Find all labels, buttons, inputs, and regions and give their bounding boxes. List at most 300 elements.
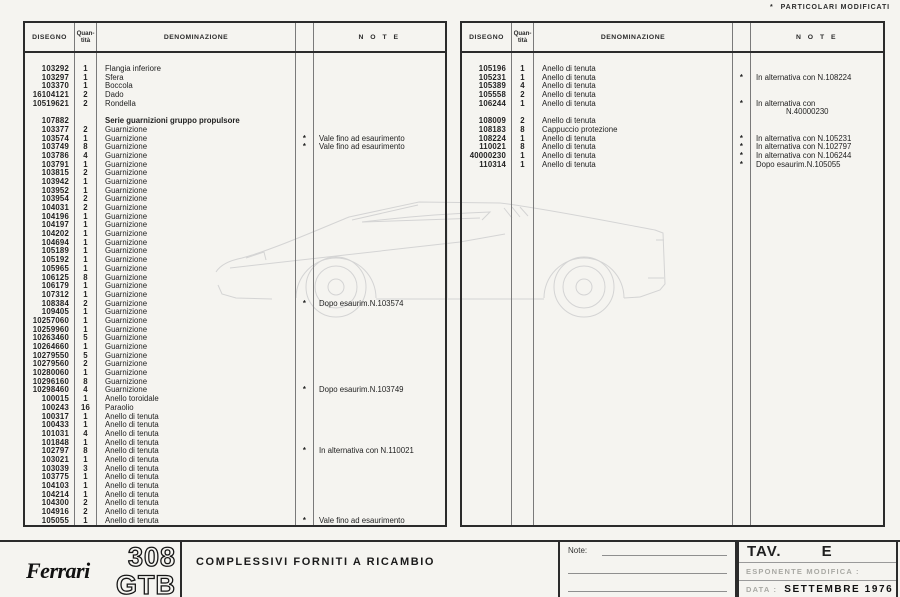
- parts-table-right: [460, 21, 885, 527]
- table-cell: 10257060: [32, 315, 69, 325]
- table-cell: 1: [83, 246, 88, 256]
- table-cell: 1: [83, 472, 88, 482]
- table-cell: In alternativa con N.108224: [756, 72, 852, 82]
- table-cell: Serie guarnizioni gruppo propulsore: [105, 116, 240, 126]
- table-cell: 10280060: [32, 368, 69, 378]
- table-cell: 105055: [41, 515, 69, 525]
- column-disegno: [462, 53, 512, 525]
- table-cell: [319, 74, 445, 83]
- model-308-text: 308: [127, 542, 176, 572]
- table-cell: Guarnizione: [105, 168, 148, 178]
- table-cell: 8: [520, 142, 525, 152]
- table-cell: 104694: [41, 237, 69, 247]
- table-cell: [319, 343, 445, 352]
- table-cell: 103775: [41, 472, 69, 482]
- table-cell: Guarnizione: [105, 159, 148, 169]
- table-cell: [319, 204, 445, 213]
- table-cell: 2: [83, 507, 88, 517]
- data-label: DATA :: [746, 584, 778, 594]
- table-cell: 8: [83, 142, 88, 152]
- table-cell: Anello di tenuta: [105, 446, 159, 456]
- modified-parts-label: PARTICOLARI MODIFICATI: [780, 4, 890, 11]
- table-cell: Anello di tenuta: [542, 159, 596, 169]
- table-cell: [319, 100, 445, 109]
- column-quantita: [512, 53, 534, 525]
- table-cell: Flangia inferiore: [105, 64, 161, 73]
- table-cell: 108009: [478, 116, 506, 126]
- table-cell: 1: [520, 133, 525, 143]
- table-cell: Sfera: [105, 72, 124, 82]
- table-cell: [319, 465, 445, 474]
- table-cell: 1: [520, 98, 525, 108]
- table-cell: [319, 421, 445, 430]
- table-cell: 1: [83, 342, 88, 351]
- table-cell: [319, 360, 445, 369]
- column-note: [314, 53, 445, 525]
- table-cell: [319, 91, 445, 100]
- table-cell: [319, 265, 445, 274]
- table-cell: 1: [83, 411, 88, 421]
- table-cell: 1: [520, 64, 525, 73]
- col-header-disegno: DISEGNO: [25, 23, 75, 51]
- table-cell: Guarnizione: [105, 185, 148, 195]
- note-blank-line: [568, 591, 727, 592]
- table-cell: Cappuccio protezione: [542, 124, 618, 134]
- column-denominazione: [97, 53, 295, 525]
- table-cell: 1: [83, 220, 88, 230]
- table-cell: 106179: [41, 281, 69, 291]
- table-cell: 10264660: [32, 342, 69, 351]
- tav-row: [739, 540, 896, 563]
- table-cell: 103574: [41, 133, 69, 143]
- table-cell: 2: [83, 359, 88, 369]
- table-cell: Guarnizione: [105, 246, 148, 256]
- esponente-row: [739, 563, 896, 581]
- table-cell: Anello di tenuta: [105, 437, 159, 447]
- table-cell: 8: [83, 376, 88, 386]
- table-cell: [319, 413, 445, 422]
- table-cell: Vale fino ad esaurimento: [319, 133, 405, 143]
- table-cell: 8: [83, 446, 88, 456]
- quantita-line2: tità: [517, 37, 528, 44]
- table-cell: [319, 308, 445, 317]
- table-cell: [319, 239, 445, 248]
- table-cell: Anello di tenuta: [542, 72, 596, 82]
- table-cell: Guarnizione: [105, 376, 148, 386]
- table-cell: 2: [83, 90, 88, 100]
- table-cell: 1: [83, 176, 88, 186]
- table-cell: 103942: [41, 176, 69, 186]
- data-value: SETTEMBRE 1976: [784, 583, 894, 595]
- table-cell: Anello di tenuta: [542, 64, 596, 73]
- table-cell: [319, 352, 445, 361]
- table-cell: 2: [83, 203, 88, 212]
- table-cell: In alternativa con N.106244: [756, 150, 852, 160]
- table-cell: Vale fino ad esaurimento: [319, 142, 405, 152]
- table-cell: 10279550: [32, 350, 69, 360]
- table-cell: [319, 482, 445, 491]
- table-cell: In alternativa con: [756, 98, 816, 108]
- table-cell: 103039: [41, 463, 69, 473]
- table-cell: 108224: [478, 133, 506, 143]
- table-cell: Guarnizione: [105, 272, 148, 282]
- table-cell: [319, 256, 445, 265]
- table-cell: 1: [520, 159, 525, 169]
- footer-title-block: [0, 542, 900, 597]
- table-cell: *: [302, 385, 307, 395]
- table-cell: 1: [83, 159, 88, 169]
- table-cell: *: [739, 133, 744, 143]
- table-cell: 104214: [41, 489, 69, 499]
- table-cell: Guarnizione: [105, 307, 148, 317]
- table-cell: 5: [83, 333, 88, 343]
- table-cell: Anello di tenuta: [105, 507, 159, 517]
- table-cell: 10279560: [32, 359, 69, 369]
- table-cell: 102797: [41, 446, 69, 456]
- table-cell: Anello di tenuta: [542, 98, 596, 108]
- table-cell: *: [739, 159, 744, 169]
- table-cell: Dopo esaurim.N.103749: [319, 385, 404, 395]
- table-cell: 1: [83, 281, 88, 291]
- table-cell: 103749: [41, 142, 69, 152]
- table-cell: 100433: [41, 420, 69, 430]
- table-cell: 1: [83, 489, 88, 499]
- tav-value: E: [821, 542, 832, 560]
- table-cell: Guarnizione: [105, 194, 148, 204]
- table-cell: [319, 178, 445, 187]
- note-blank-line: [602, 555, 727, 556]
- col-header-disegno: DISEGNO: [462, 23, 512, 51]
- col-header-quantita: [75, 23, 97, 51]
- table-cell: 1: [83, 185, 88, 195]
- table-cell: 108183: [478, 124, 506, 134]
- table-cell: Guarnizione: [105, 237, 148, 247]
- column-asterisk: [295, 53, 314, 525]
- table-cell: Anello di tenuta: [542, 150, 596, 160]
- table-cell: *: [739, 72, 744, 82]
- table-cell: [319, 473, 445, 482]
- table-cell: Guarnizione: [105, 133, 148, 143]
- table-cell: 104103: [41, 481, 69, 490]
- table-cell: Guarnizione: [105, 350, 148, 360]
- table-cell: Boccola: [105, 81, 133, 91]
- table-cell: 1: [83, 368, 88, 378]
- table-cell: Anello di tenuta: [105, 454, 159, 464]
- table-cell: In alternativa con N.105231: [756, 133, 852, 143]
- footer-divider: [180, 540, 182, 597]
- table-cell: Guarnizione: [105, 211, 148, 221]
- table-header: [25, 23, 445, 53]
- table-cell: 106244: [478, 98, 506, 108]
- table-cell: 4: [83, 150, 88, 160]
- table-cell: [319, 169, 445, 178]
- table-cell: [319, 491, 445, 500]
- table-cell: 103292: [41, 64, 69, 73]
- note-label: Note:: [568, 546, 588, 555]
- table-cell: *: [302, 133, 307, 143]
- table-cell: 8: [83, 272, 88, 282]
- column-quantita: [75, 53, 97, 525]
- table-cell: *: [302, 515, 307, 525]
- table-cell: 3: [83, 463, 88, 473]
- table-body: [462, 53, 883, 525]
- table-cell: [319, 108, 445, 117]
- table-cell: 4: [83, 428, 88, 438]
- table-cell: 10296160: [32, 376, 69, 386]
- table-cell: 110021: [479, 142, 506, 152]
- table-cell: 10259960: [32, 324, 69, 334]
- table-cell: [319, 456, 445, 465]
- table-cell: 103786: [41, 150, 69, 160]
- table-cell: [319, 187, 445, 196]
- table-cell: 2: [83, 98, 88, 108]
- table-header: [462, 23, 883, 53]
- table-cell: 105192: [41, 255, 69, 265]
- table-cell: 107882: [41, 116, 69, 126]
- col-header-asterisk: [295, 23, 314, 51]
- drawing-title: COMPLESSIVI FORNITI A RICAMBIO: [196, 556, 436, 568]
- table-cell: 104031: [41, 203, 69, 212]
- table-cell: 1: [83, 289, 88, 299]
- table-cell: Anello di tenuta: [542, 81, 596, 91]
- table-cell: 104300: [41, 498, 69, 508]
- table-cell: 105231: [478, 72, 506, 82]
- table-cell: 1: [83, 133, 88, 143]
- table-cell: [319, 82, 445, 91]
- table-cell: 106125: [41, 272, 69, 282]
- table-cell: 100243: [41, 402, 69, 412]
- table-cell: 103297: [41, 72, 69, 82]
- table-cell: 1: [520, 150, 525, 160]
- table-cell: Anello di tenuta: [542, 142, 596, 152]
- table-cell: 2: [83, 124, 88, 134]
- ferrari-logo: Ferrari: [26, 558, 90, 583]
- table-cell: [319, 152, 445, 161]
- table-cell: 103370: [41, 81, 69, 91]
- table-cell: Dopo esaurim.N.103574: [319, 298, 404, 308]
- table-cell: Anello di tenuta: [105, 515, 159, 525]
- table-cell: Guarnizione: [105, 229, 148, 239]
- table-cell: 103791: [41, 159, 69, 169]
- table-cell: 104202: [41, 229, 69, 239]
- table-cell: Guarnizione: [105, 359, 148, 369]
- table-cell: 1: [83, 72, 88, 82]
- table-cell: 1: [83, 515, 88, 525]
- table-cell: Anello di tenuta: [105, 463, 159, 473]
- table-cell: Anello di tenuta: [105, 420, 159, 430]
- table-cell: Vale fino ad esaurimento: [319, 515, 405, 525]
- table-cell: 2: [83, 194, 88, 204]
- table-cell: Guarnizione: [105, 142, 148, 152]
- col-header-denominazione: DENOMINAZIONE: [163, 33, 229, 41]
- table-cell: 16: [80, 402, 91, 412]
- table-cell: 10263460: [32, 333, 69, 343]
- table-cell: [319, 326, 445, 335]
- table-cell: [319, 404, 445, 413]
- table-cell: Guarnizione: [105, 281, 148, 291]
- parts-table-left: [23, 21, 447, 527]
- table-cell: [319, 117, 445, 126]
- table-cell: [319, 430, 445, 439]
- table-cell: Anello di tenuta: [105, 498, 159, 508]
- tav-label: TAV.: [747, 542, 782, 560]
- table-cell: [319, 499, 445, 508]
- table-cell: 1: [83, 237, 88, 247]
- table-cell: 16104121: [32, 90, 69, 100]
- table-cell: [319, 195, 445, 204]
- table-cell: 1: [83, 420, 88, 430]
- table-cell: Guarnizione: [105, 333, 148, 343]
- column-note: [751, 53, 883, 525]
- table-cell: 105558: [478, 90, 506, 100]
- table-cell: Anello toroidale: [105, 394, 159, 404]
- table-cell: 105389: [478, 81, 506, 91]
- table-cell: 4: [83, 385, 88, 395]
- table-cell: 1: [83, 229, 88, 239]
- table-cell: 104196: [41, 211, 69, 221]
- quantita-line1: Quan-: [513, 29, 532, 37]
- table-cell: 100015: [41, 394, 69, 404]
- table-cell: N.40000230: [786, 107, 829, 117]
- table-cell: 1: [83, 307, 88, 317]
- table-cell: 1: [83, 263, 88, 273]
- table-cell: 103377: [41, 124, 69, 134]
- table-cell: 1: [83, 394, 88, 404]
- table-cell: Guarnizione: [105, 324, 148, 334]
- table-cell: Guarnizione: [105, 368, 148, 378]
- asterisk-marker: *: [770, 4, 774, 11]
- table-cell: 1: [83, 481, 88, 490]
- table-cell: *: [302, 446, 307, 456]
- col-header-quantita: [512, 23, 534, 51]
- table-cell: 104916: [41, 507, 69, 517]
- table-cell: Guarnizione: [105, 124, 148, 134]
- table-cell: 105196: [478, 64, 506, 73]
- table-cell: Anello di tenuta: [542, 116, 596, 126]
- table-cell: Anello di tenuta: [105, 489, 159, 499]
- table-cell: Rondella: [105, 98, 136, 108]
- table-cell: Anello di tenuta: [542, 133, 596, 143]
- table-cell: 1: [83, 64, 88, 73]
- data-row: [739, 581, 896, 597]
- table-cell: [319, 247, 445, 256]
- table-cell: 110314: [479, 159, 506, 169]
- table-cell: Dado: [105, 90, 124, 100]
- table-cell: 1: [83, 315, 88, 325]
- quantita-line2: tità: [80, 37, 91, 44]
- table-cell: Guarnizione: [105, 220, 148, 230]
- table-cell: 2: [83, 298, 88, 308]
- table-cell: [319, 213, 445, 222]
- table-cell: 1: [520, 72, 525, 82]
- table-cell: 107312: [41, 289, 69, 299]
- table-cell: Guarnizione: [105, 289, 148, 299]
- table-cell: [319, 317, 445, 326]
- table-cell: 8: [520, 124, 525, 134]
- quantita-line1: Quan-: [76, 29, 95, 37]
- table-cell: Anello di tenuta: [105, 481, 159, 490]
- table-cell: 103815: [41, 168, 69, 178]
- table-cell: Guarnizione: [105, 203, 148, 212]
- model-308-gtb-logo: [88, 542, 180, 597]
- table-cell: Guarnizione: [105, 315, 148, 325]
- col-header-note: N O T E: [358, 33, 401, 41]
- table-cell: Guarnizione: [105, 255, 148, 265]
- table-cell: 10519621: [32, 98, 69, 108]
- table-cell: *: [739, 142, 744, 152]
- table-cell: [756, 82, 883, 91]
- table-cell: 1: [83, 454, 88, 464]
- table-cell: Anello di tenuta: [105, 472, 159, 482]
- table-cell: 109405: [41, 307, 69, 317]
- table-cell: 100317: [41, 411, 69, 421]
- column-disegno: [25, 53, 75, 525]
- table-cell: [319, 334, 445, 343]
- table-cell: 1: [83, 324, 88, 334]
- table-cell: 5: [83, 350, 88, 360]
- table-cell: 1: [83, 81, 88, 91]
- table-cell: 105189: [41, 246, 69, 256]
- table-cell: Anello di tenuta: [105, 428, 159, 438]
- table-cell: [319, 65, 445, 74]
- table-cell: Guarnizione: [105, 150, 148, 160]
- table-cell: 2: [83, 498, 88, 508]
- col-header-denominazione: DENOMINAZIONE: [600, 33, 666, 41]
- table-cell: 1: [83, 255, 88, 265]
- note-blank-line: [568, 573, 727, 574]
- table-cell: [319, 161, 445, 170]
- table-cell: 105965: [41, 263, 69, 273]
- table-cell: Guarnizione: [105, 385, 148, 395]
- table-cell: In alternativa con N.102797: [756, 142, 852, 152]
- table-cell: Anello di tenuta: [542, 90, 596, 100]
- table-cell: 2: [520, 90, 525, 100]
- table-cell: *: [739, 98, 744, 108]
- table-cell: Guarnizione: [105, 263, 148, 273]
- table-cell: 10298460: [32, 385, 69, 395]
- modified-parts-note: [770, 4, 890, 11]
- column-denominazione: [534, 53, 732, 525]
- col-header-asterisk: [732, 23, 751, 51]
- table-cell: Dopo esaurim.N.105055: [756, 159, 841, 169]
- esponente-label: ESPONENTE MODIFICA :: [746, 567, 860, 576]
- note-box: [558, 540, 737, 597]
- table-cell: 40000230: [469, 150, 506, 160]
- table-cell: *: [302, 142, 307, 152]
- table-cell: [319, 369, 445, 378]
- table-cell: 1: [83, 211, 88, 221]
- table-cell: [319, 221, 445, 230]
- table-cell: 108384: [41, 298, 69, 308]
- table-cell: Guarnizione: [105, 342, 148, 351]
- table-cell: Paraolio: [105, 402, 134, 412]
- table-cell: [319, 274, 445, 283]
- column-asterisk: [732, 53, 751, 525]
- table-cell: Guarnizione: [105, 298, 148, 308]
- table-cell: [756, 117, 883, 126]
- table-cell: 103021: [41, 454, 69, 464]
- table-cell: 101848: [41, 437, 69, 447]
- table-cell: 101031: [41, 428, 69, 438]
- table-cell: 103952: [41, 185, 69, 195]
- table-cell: 1: [83, 437, 88, 447]
- table-cell: 4: [520, 81, 525, 91]
- model-gtb-text: GTB: [116, 570, 176, 597]
- table-cell: In alternativa con N.110021: [319, 446, 414, 456]
- table-cell: 2: [520, 116, 525, 126]
- table-cell: *: [302, 298, 307, 308]
- table-cell: [319, 282, 445, 291]
